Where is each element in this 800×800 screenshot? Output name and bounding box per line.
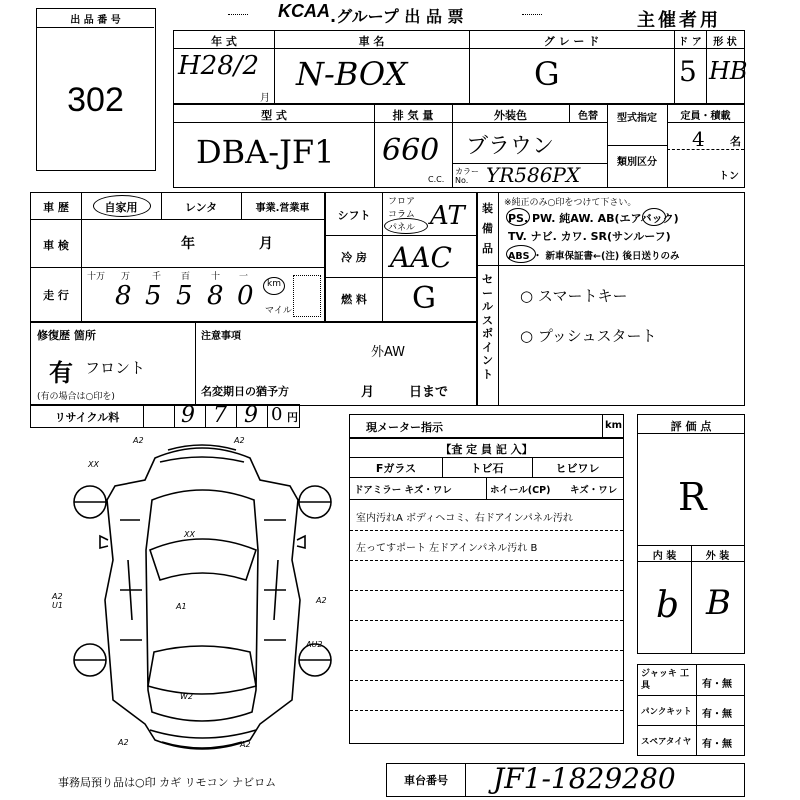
equipment-label: 装 備 品: [482, 202, 493, 255]
history-option-commercial: 事業.営業車: [255, 203, 310, 214]
history-option-private: 自家用: [104, 201, 138, 214]
car-damage-diagram: [60, 440, 345, 760]
transmission-panel: パネル: [388, 223, 416, 233]
aircon-label: 冷 房: [341, 251, 367, 264]
transmission-column: コラム: [388, 210, 415, 220]
doors-value: 5: [679, 55, 697, 88]
displacement-label: 排 気 量: [392, 109, 434, 122]
tool-puncture-value: 有・無: [702, 709, 732, 720]
tool-jack-label: ジャッキ 工 具: [641, 669, 689, 691]
equipment-line2: TV. ナビ. カワ. SR(サンルーフ): [508, 230, 671, 243]
capacity-value: 4: [692, 127, 705, 151]
interior-label: 内 装: [652, 551, 677, 562]
history-label: 車 歴: [43, 201, 69, 214]
notes-value: 外AW: [371, 345, 406, 360]
damage-mark-3: XX: [88, 460, 99, 469]
mileage-unit-100: 百: [181, 272, 191, 282]
name-label: 車 名: [358, 35, 385, 48]
transmission-value: AT: [430, 201, 465, 231]
repair-value: 有: [49, 359, 73, 387]
recycle-digit-3: 9: [244, 403, 258, 428]
equipment-abs-circle: [506, 245, 536, 263]
inspector-block: [349, 438, 624, 744]
shape-label: 形 状: [713, 37, 737, 48]
form-title: .グループ 出 品 票: [330, 7, 464, 26]
recycle-label: リサイクル料: [54, 411, 120, 424]
history-option-rental: レンタ: [184, 201, 218, 214]
office-items: 事務局預り品は○印 カギ リモコン ナビロム: [58, 776, 277, 789]
grade-label: 評 価 点: [670, 420, 712, 433]
exterior-grade: B: [706, 583, 731, 623]
shape-value: HB: [709, 57, 748, 85]
transmission-label: シフト: [337, 209, 371, 222]
recycle-digit-2: 7: [213, 403, 227, 428]
fuel-label: 燃 料: [341, 293, 367, 306]
tool-puncture-label: パンクキット: [641, 707, 692, 717]
doors-label: ド ア: [678, 37, 702, 48]
damage-mark-1: A2: [133, 436, 144, 445]
sales-point-1: ○ スマートキー: [520, 287, 628, 305]
glass-label: Fガラス: [375, 462, 417, 475]
capacity-unit: 名: [730, 135, 741, 148]
damage-mark-9: W2: [180, 692, 193, 701]
mirror-label: ドアミラー キズ・ワレ: [354, 485, 452, 496]
mileage-digit-10: 8: [207, 281, 224, 311]
mileage-digit-1: 0: [237, 281, 254, 311]
mileage-unit-1k: 千: [152, 272, 162, 282]
mileage-unit-10: 十: [211, 272, 221, 282]
lot-number-box: [36, 8, 156, 171]
damage-mark-10: A2: [118, 738, 129, 747]
sales-point-2: ○ プッシュスタート: [520, 327, 657, 345]
mileage-dotted-box: [293, 275, 321, 317]
brand-logo: KCAA: [278, 1, 330, 21]
spec-table-row1: [173, 30, 748, 104]
equipment-line3: ABS ・ 新車保証書←(注) 後日送りのみ: [508, 251, 680, 262]
year-label: 年 式: [211, 35, 237, 48]
exterior-label: 外 装: [705, 551, 730, 562]
grade-block: [637, 414, 745, 654]
glass-crack: ヒビワレ: [555, 462, 600, 475]
year-value: H28/2: [178, 51, 260, 81]
model-value: DBA-JF1: [196, 133, 335, 171]
organizer-label: 主催者用: [637, 10, 721, 31]
glass-stone-chip: トビ石: [470, 462, 504, 475]
damage-mark-4: A2 U1: [52, 592, 63, 610]
grade-value: G: [534, 55, 560, 93]
equipment-ab-circle: [642, 208, 666, 226]
history-block: [30, 192, 325, 322]
lot-number-label: 出 品 番 号: [70, 15, 121, 26]
displacement-value: 660: [382, 133, 440, 168]
notes-label: 注意事項: [201, 331, 241, 342]
capacity-label: 定員・積載: [680, 111, 731, 122]
chassis-value: JF1-1829280: [493, 762, 676, 795]
dotted-mark-right: [522, 6, 542, 15]
tool-spare-label: スペアタイヤ: [641, 737, 692, 747]
inspection-year-unit: 年: [181, 236, 195, 252]
recycle-digit-1: 9: [181, 403, 195, 428]
category-label: 類別区分: [617, 157, 657, 168]
tools-block: [637, 664, 745, 756]
recycle-unit: 円: [287, 411, 298, 424]
repair-location: フロント: [85, 359, 146, 377]
transmission-floor: フロア: [388, 197, 416, 207]
history-selected-circle: [93, 195, 151, 217]
type-designation-label: 型式指定: [617, 113, 657, 124]
inspector-comment-1: 室内汚れA ボディヘコミ、右ドアインパネル汚れ: [356, 513, 573, 524]
equipment-block: [477, 192, 745, 406]
recycle-block: [30, 404, 300, 428]
damage-mark-11: A2: [240, 740, 251, 749]
dotted-mark-left: [228, 6, 248, 15]
mileage-digit-1k: 5: [145, 281, 162, 311]
sales-points-label: セールスポイント: [482, 273, 493, 381]
color-change-label: 色替: [578, 111, 598, 122]
mileage-digit-10k: 8: [115, 281, 132, 311]
lot-number: 302: [67, 81, 124, 119]
damage-mark-2: A2: [234, 436, 245, 445]
chassis-label: 車台番号: [404, 774, 448, 787]
damage-mark-6: XX: [184, 530, 195, 539]
load-unit: トン: [719, 171, 739, 182]
aircon-value: AAC: [390, 241, 452, 274]
chassis-row: [386, 763, 745, 797]
mileage-unit-100k: 十万: [87, 272, 106, 282]
tool-jack-value: 有・無: [702, 679, 732, 690]
grade-label: グ レ ー ド: [543, 35, 600, 48]
mileage-unit-1: 一: [239, 272, 249, 282]
month-suffix: 月: [260, 93, 270, 104]
exterior-color-value: ブラウン: [466, 134, 555, 159]
model-label: 型 式: [261, 109, 287, 122]
spec-table-row2: [173, 104, 745, 188]
drivetrain-block: [325, 192, 477, 322]
inspection-month-unit: 月: [259, 236, 273, 252]
exterior-color-label: 外装色: [494, 109, 527, 122]
meter-unit: km: [605, 420, 623, 431]
damage-mark-5: A1: [176, 602, 187, 611]
inspector-comment-2: 左ってすポート 左ドアインパネル汚れ B: [356, 543, 538, 554]
recycle-digit-4: 0: [271, 404, 283, 425]
meter-row: [349, 414, 624, 438]
tool-spare-value: 有・無: [702, 739, 732, 750]
interior-grade: b: [656, 585, 680, 626]
color-code-label: カラー No.: [455, 167, 479, 185]
expiry-month-unit: 月: [361, 385, 375, 400]
fuel-value: G: [412, 281, 436, 316]
grade-overall: R: [678, 475, 707, 519]
wheel-crack: キズ・ワレ: [570, 485, 618, 496]
equipment-ps-circle: [506, 208, 530, 226]
name-value: N-BOX: [296, 55, 408, 93]
inspection-label: 車 検: [43, 239, 69, 252]
inspector-title: 【査 定 員 記 入】: [440, 443, 533, 456]
mileage-digit-100: 5: [176, 281, 193, 311]
repair-label: 修復歴 箇所: [37, 329, 96, 342]
mileage-unit-10k: 万: [121, 272, 131, 282]
mileage-label: 走 行: [43, 289, 69, 302]
expiry-day-unit: 日まで: [409, 385, 449, 400]
equipment-note: ※純正のみ○印をつけて下さい。: [504, 198, 637, 208]
repair-block: [30, 322, 477, 406]
mileage-mile-label: マイル: [265, 306, 292, 316]
transmission-panel-circle: [384, 218, 428, 234]
damage-mark-8: AU2: [306, 640, 323, 649]
mileage-km-label: km: [267, 279, 281, 289]
expiry-label: 名変期日の猶予方: [201, 385, 289, 398]
color-code-value: YR586PX: [486, 163, 581, 187]
wheel-label: ホイール(CP): [490, 485, 551, 496]
meter-label: 現メーター指示: [366, 421, 443, 434]
equipment-line1: PS. PW. 純AW. AB(エアバック): [508, 212, 679, 225]
damage-mark-7: A2: [316, 596, 327, 605]
repair-note: (有の場合は○印を): [37, 392, 115, 402]
cc-unit: C.C.: [428, 175, 445, 184]
